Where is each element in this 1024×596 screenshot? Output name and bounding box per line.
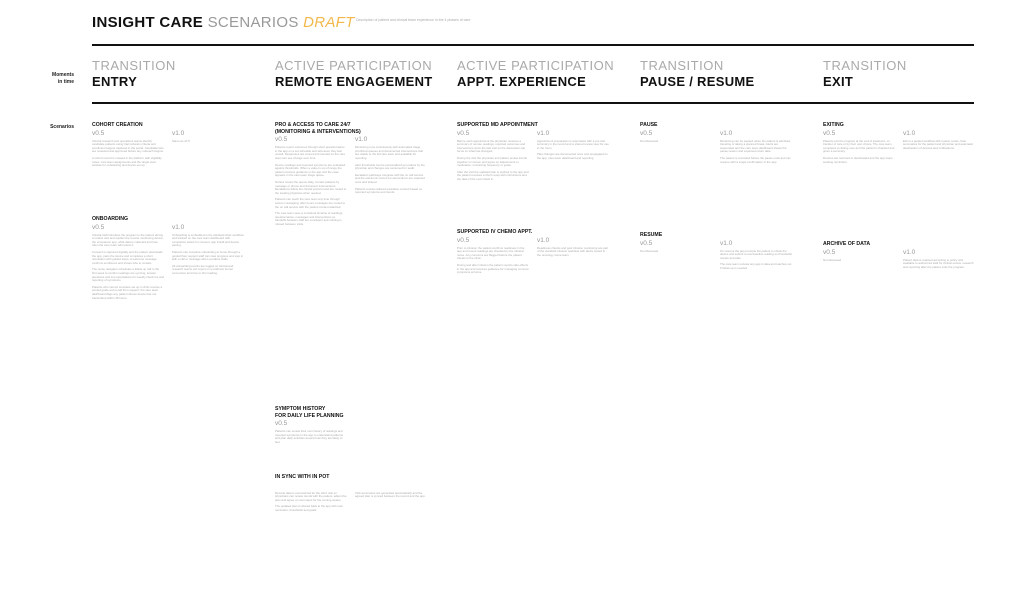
section-iv-chemo [457, 229, 627, 322]
section-symptom-history [275, 406, 445, 472]
scenario-paragraph: Patients can complete onboarding at home through a guided flow; support staff can view progress and step in with a call or message when a patient stalls. [172, 249, 244, 262]
section-heading: SUPPORTED IV CHEMO APPT. [457, 229, 533, 235]
top-rule [92, 44, 974, 46]
version-label: v1.0 [172, 223, 185, 231]
scenario-paragraph: Patient data is retained according to policy and available to authorized staff for clinical review, research and reporting after the patient exits the program. [903, 257, 974, 269]
scenario-paragraph: During the visit the physician and patient review trends together on screen and agree on adjustments to medication, monitoring frequency or goals. [457, 155, 527, 168]
scenario-column-a [640, 140, 712, 147]
section-pause [640, 122, 810, 230]
phase-remote-engagement: ACTIVE PARTICIPATION REMOTE ENGAGEMENT [275, 58, 433, 89]
section-in-sync [275, 474, 445, 592]
scenario-paragraph: Onboarding is embedded in the standard clinic workflow and tracked on the care team dashboard with completion status for consent, app install and device pairing. [172, 232, 244, 248]
scenario-paragraph: Patients who cannot complete set up in clinic receive a printed guide and a call from support; the care team dashboard flags any patient whose device has not transmitted within 48 hours. [92, 284, 163, 300]
section-heading: IN SYNC WITH IN POT [275, 474, 330, 480]
scenario-column-a [92, 140, 164, 171]
scenario-column-b [355, 492, 427, 502]
section-onboarding [92, 216, 262, 459]
scenario-paragraph: Clinical research and operations teams identify candidate patients using trial inclusion criteria and enrollment targets captured in the portal. Candidate lists are reviewed and approved before any outreach begins. [92, 138, 164, 154]
scenario-paragraph: Patients receive tailored education content based on reported symptoms and trends. [355, 186, 423, 195]
version-label: v0.5 [823, 129, 836, 137]
phase-pause-resume: TRANSITION PAUSE / RESUME [640, 58, 755, 89]
scenario-column-b [903, 259, 975, 273]
scenario-column-a [275, 492, 347, 516]
scenario-column-a [457, 247, 529, 278]
scenario-paragraph: Escalation pathways integrate with the on call service and the electronic record so interventions are captured once and shared. [355, 172, 425, 184]
scenario-column-b [172, 140, 244, 147]
section-heading: EXITING [823, 122, 844, 128]
scenario-paragraph: Same as v0.5 [172, 138, 190, 143]
version-label: v0.5 [823, 248, 836, 256]
scenario-paragraph: Nurses review the queue daily, contact patients by message or phone and document interventions. Escalations follow the clinical protocol and are routed to the treating physician when needed. [275, 179, 347, 195]
title-draft: DRAFT [303, 14, 355, 31]
section-heading: SUPPORTED MD APPOINTMENT [457, 122, 538, 128]
scenario-paragraph: During and after infusion the patient reports side effects in the app and receives guidance for managing common symptoms at home. [457, 262, 529, 275]
scenario-column-b [720, 250, 792, 274]
scenario-paragraph: Before each appointment the physician receives a summary of remote readings, reported outcomes and interventions since the last visit so the discussion can focus on what has changed. [457, 138, 526, 154]
section-cohort-creation [92, 122, 262, 206]
scenario-paragraph: Devices are returned or deactivated and the app stops sending reminders. [823, 155, 893, 164]
section-heading: PRO & ACCESS TO CARE 24/7 (MONITORING & INTERVENTIONS) [275, 122, 361, 135]
scenario-paragraph: Prior to infusion the patient confirms readiness in the app and recent readings are checked by the infusion nurse. Any concerns are flagged before the patient travels to the clinic. [457, 245, 525, 261]
section-pro-access [275, 122, 445, 421]
section-heading: ONBOARDING [92, 216, 129, 222]
scenario-paragraph: The updated plan is shared back to the app with new reminders, thresholds and goals. [275, 504, 343, 512]
phase-entry: TRANSITION ENTRY [92, 58, 176, 89]
scenario-paragraph: Not discussed [640, 248, 659, 253]
scenario-column-b [537, 247, 609, 261]
section-heading: ARCHIVE OF DATA [823, 241, 871, 247]
section-heading: RESUME [640, 232, 663, 238]
section-heading: SYMPTOM HISTORY FOR DAILY LIFE PLANNING [275, 406, 344, 419]
version-label: v1.0 [172, 129, 185, 137]
version-label: v0.5 [275, 420, 288, 428]
scenario-column-a [457, 140, 529, 185]
version-label: v1.0 [720, 129, 733, 137]
scenario-paragraph: Readiness checks and post infusion monitoring are part of the standard infusion workflow with alerts routed to the oncology nurse team. [537, 245, 609, 257]
scenario-paragraph: After the visit the updated plan is pushed to the app and the patient receives a short recap with instructions and the date of the next check in. [457, 169, 529, 181]
section-md-appointment [457, 122, 627, 240]
scenario-paragraph: All onboarding events are logged so clinical and research teams can report on enrollment funnel conversion and time to first reading. [172, 263, 234, 275]
phase-appt-experience: ACTIVE PARTICIPATION APPT. EXPERIENCE [457, 58, 615, 89]
scenario-column-b [903, 140, 975, 154]
scenario-paragraph: Monitoring can be paused when the patient is admitted, traveling or taking a planned break. Alerts are suspended and the care team dashboard shows the pause reason and expected return date. [720, 138, 791, 154]
scenario-paragraph: Not discussed [640, 138, 659, 143]
scenario-column-a [275, 430, 347, 447]
scenario-column-a [823, 259, 895, 266]
section-resume [640, 232, 810, 310]
scenario-paragraph: Patients can review their own history of readings and reported symptoms in the app to understand patterns and plan daily activities around how they are likely to feel. [275, 429, 343, 444]
section-heading: COHORT CREATION [92, 122, 143, 128]
scenario-column-b [720, 140, 792, 168]
scenario-column-b [172, 234, 244, 279]
title-bold: INSIGHT CARE [92, 14, 204, 31]
scenario-paragraph: Appointment preparation is automated with a pre visit summary in the record and a shared review view for use in the room. [537, 138, 609, 150]
version-label: v1.0 [537, 236, 550, 244]
scenario-column-b [537, 140, 609, 164]
section-heading: PAUSE [640, 122, 658, 128]
section-exiting [823, 122, 993, 245]
scenario-paragraph: Exit is a guided workflow with reason codes, final summaries for the patient and physician and automatic deactivation of devices and notifications. [903, 138, 974, 150]
scenario-column-a [823, 140, 895, 168]
scenario-paragraph: Visit summaries are generated automatically and the agreed plan is synced between the record and the app. [355, 490, 426, 499]
scenario-paragraph: Patients report outcomes through short questionnaires in the app on a set schedule and whenever they feel unwell. Responses are scored and trended so the care team can see change over time. [275, 145, 346, 160]
scenario-paragraph: Clinical staff introduce the program to the patient during a routine visit and explain the remote monitoring device, the companion app, what data is collected and how often the care team will review it. [92, 232, 164, 248]
scenario-paragraph: Not discussed [823, 257, 842, 262]
section-archive [823, 241, 993, 309]
scenario-paragraph: On resume the app prompts the patient to check the device and submit a new baseline reading so thresholds remain accurate. [720, 248, 792, 260]
scenario-paragraph: Patients can reach the care team any time through secure messaging; after hours messages are routed to the on call service with the patient context attached. [275, 197, 346, 209]
version-label: v0.5 [92, 223, 105, 231]
moments-label: Moments in time [52, 72, 74, 85]
version-label: v1.0 [720, 239, 733, 247]
version-label: v0.5 [275, 136, 288, 144]
version-label: v0.5 [92, 129, 105, 137]
page-title [92, 14, 355, 31]
scenario-column-a [92, 234, 164, 304]
header-note: Description of patient and clinical team experience in the 4 phases of care [356, 18, 471, 22]
version-label: v1.0 [903, 248, 916, 256]
scenario-paragraph: Alert thresholds can be personalized per patient by the physician and changes are versioned for audit. [355, 162, 425, 171]
scenarios-label: Scenarios [50, 124, 74, 130]
scenario-paragraph: Patients exit the program at the end of treatment, on transfer of care or by their own choice. The care team completes a closing note and the patient is thanked and given a summary. [823, 138, 895, 154]
phase-exit: TRANSITION EXIT [823, 58, 907, 89]
scenario-paragraph: The patient is reminded before the pause ends and can resume with a single confirmation in the app. [720, 155, 791, 164]
phase-rule [92, 102, 974, 104]
scenario-column-b [355, 146, 427, 198]
scenario-paragraph: A cohort record is created in the platform with eligibility notes, care team assignments and the target start window for onboarding and device set up. [92, 155, 162, 168]
scenario-paragraph: Consent is captured digitally and the patient downloads the app, pairs the device and completes a short orientation with guided steps. A welcome message confirms enrollment and shows who to contact. [92, 249, 163, 265]
scenario-paragraph: The care team sees a combined timeline of readings, questionnaires, messages and interventions so handoffs between staff are consistent and nothing is missed between visits. [275, 211, 343, 226]
version-label: v1.0 [537, 129, 550, 137]
scenario-paragraph: The nurse navigator schedules a follow up call in the first week to confirm readings are syncing, answer questions and set expectations for weekly check ins and reporting of symptoms. [92, 267, 164, 283]
title-light: SCENARIOS [207, 14, 299, 31]
scenario-column-a [275, 146, 347, 229]
scenario-paragraph: Device readings and reported symptoms are evaluated against thresholds. When a value is out of range the patient receives guidance in the app and the case appears in the care team triage queue. [275, 162, 346, 178]
scenario-paragraph: The care team reviews any gap in data and reaches out if follow up is needed. [720, 262, 792, 270]
version-label: v0.5 [457, 236, 470, 244]
version-label: v1.0 [355, 136, 368, 144]
version-label: v0.5 [640, 239, 653, 247]
version-label: v1.0 [903, 129, 916, 137]
scenario-column-a [640, 250, 712, 257]
scenario-paragraph: Monitoring runs continuously with automated triage, prioritized queues and documented interventions that are visible to the full care team and available for reporting. [355, 145, 423, 160]
scenario-paragraph: Plan changes are documented once and propagated to the app, care team dashboard and reporting. [537, 152, 608, 160]
version-label: v0.5 [457, 129, 470, 137]
scenario-paragraph: Remote data is summarized for the clinic visit so physicians can review trends with the patient, adjust the plan and agree on next steps for the coming weeks. [275, 490, 347, 502]
version-label: v0.5 [640, 129, 653, 137]
